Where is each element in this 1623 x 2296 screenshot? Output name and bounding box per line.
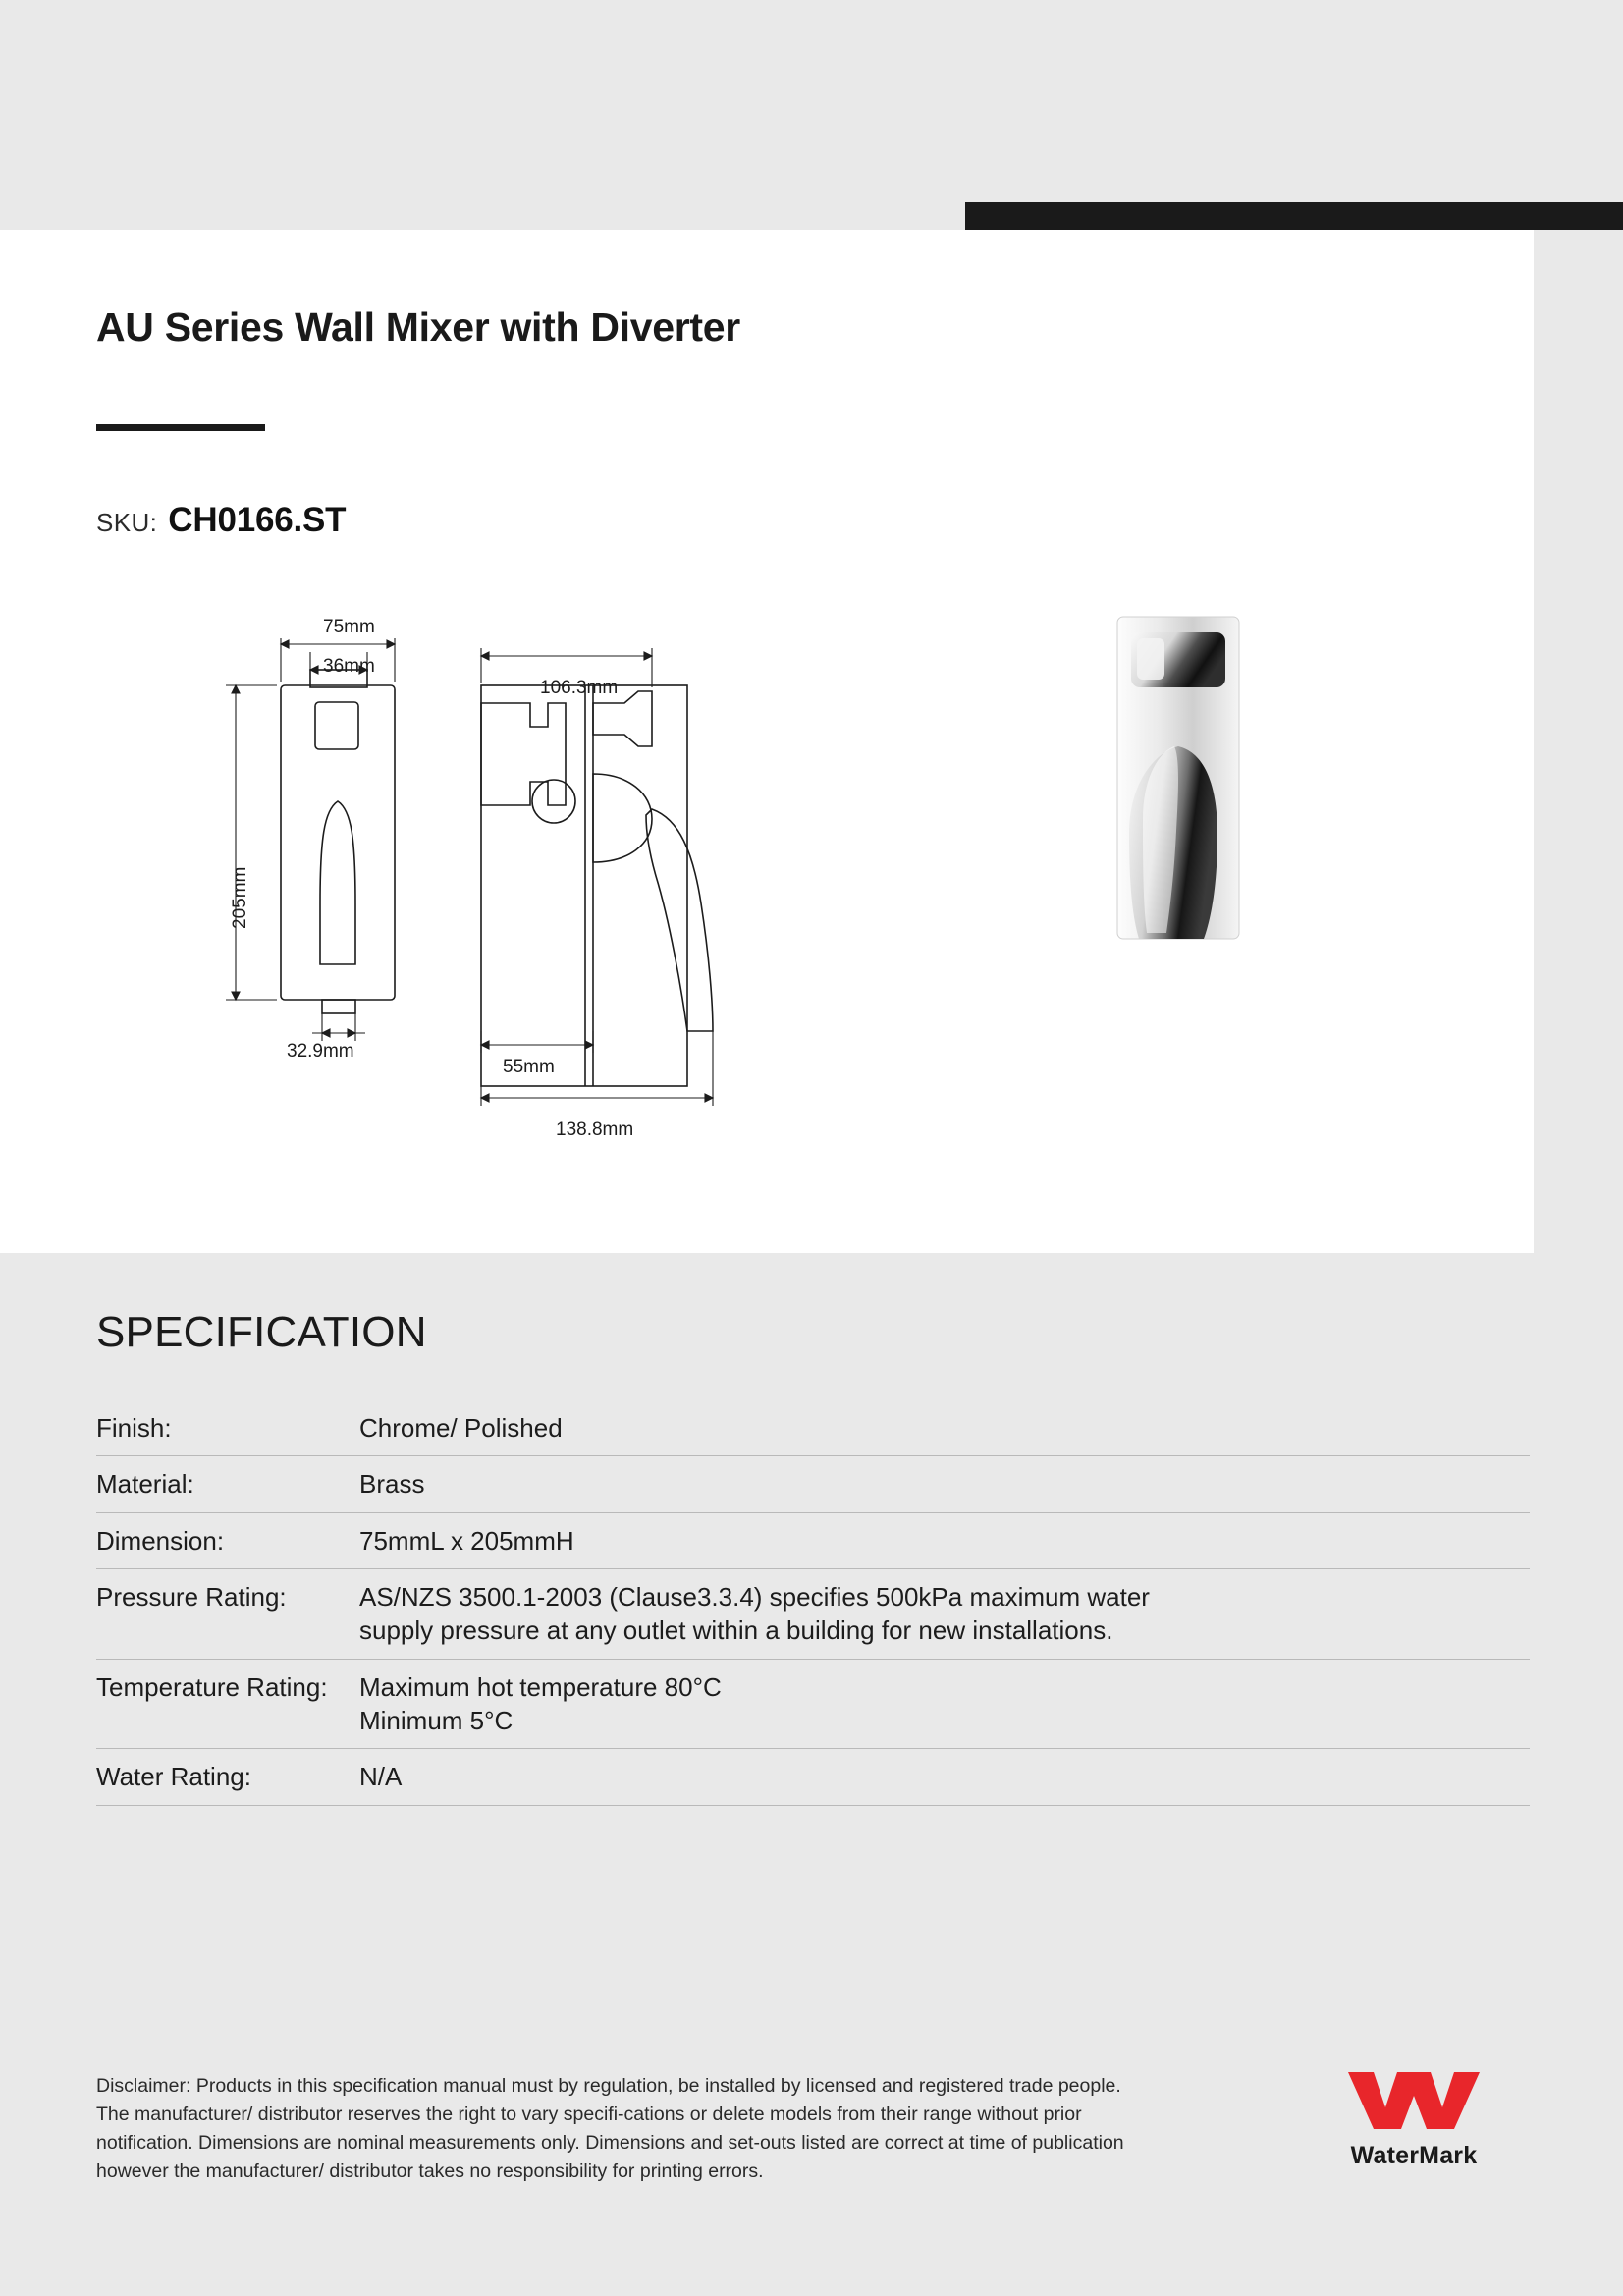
spec-value-line: Minimum 5°C (359, 1705, 514, 1735)
dim-front-width-outer: 75mm (323, 617, 375, 637)
top-band (0, 0, 1623, 208)
watermark-label: WaterMark (1350, 2142, 1478, 2169)
spec-value (359, 1456, 1530, 1512)
page-title: AU Series Wall Mixer with Diverter (96, 304, 740, 350)
spec-value-line: 75mmL x 205mmH (359, 1525, 574, 1556)
spec-value-line: AS/NZS 3500.1-2003 (Clause3.3.4) specifies 500kPa maximum water (359, 1581, 1150, 1612)
spec-value (359, 1568, 1530, 1659)
spec-value-line: Maximum hot temperature 80°C (359, 1671, 722, 1702)
table-row (96, 1456, 1530, 1512)
dim-front-depth: 32.9mm (287, 1041, 354, 1062)
spec-key: Material: (96, 1456, 359, 1512)
spec-key: Dimension: (96, 1512, 359, 1568)
dim-side-bottom-length: 138.8mm (556, 1120, 634, 1140)
table-row (96, 1400, 1530, 1456)
sku-value: CH0166.ST (168, 501, 347, 539)
table-row (96, 1568, 1530, 1659)
spec-value (359, 1749, 1530, 1805)
header-accent-bar (965, 202, 1623, 230)
specification-table (96, 1400, 1530, 1806)
disclaimer-text: Disclaimer: Products in this specification manual must by regulation, be installed by licensed and registered trade people. The manufacturer/ distributor reserves the right to vary specifi-cations or delete models from their range without prior notification. Dimensions are nominal measurements only. Dimensions and set-outs listed are correct at time of publication however the manufacturer/ distributor takes no responsibility for printing errors. (96, 2075, 1124, 2182)
spec-value (359, 1659, 1530, 1749)
dim-side-top-length: 106.3mm (540, 678, 619, 698)
table-row (96, 1749, 1530, 1805)
specification-heading: SPECIFICATION (96, 1308, 427, 1356)
dim-side-mid-length: 55mm (503, 1057, 555, 1077)
spec-key: Water Rating: (96, 1749, 359, 1805)
spec-value-line: Brass (359, 1469, 425, 1500)
sku-row (96, 501, 346, 540)
spec-value-line: supply pressure at any outlet within a building for new installations. (359, 1615, 1113, 1646)
spec-key: Finish: (96, 1400, 359, 1456)
table-row (96, 1512, 1530, 1568)
sku-label: SKU: (96, 508, 158, 537)
spec-key: Temperature Rating: (96, 1659, 359, 1749)
side-view-drawing (460, 609, 872, 1120)
dim-front-height: 205mm (230, 866, 250, 929)
table-row (96, 1659, 1530, 1749)
dim-front-width-inner: 36mm (323, 656, 375, 677)
spec-value-line: Chrome/ Polished (359, 1413, 563, 1443)
watermark-icon (1340, 2066, 1488, 2135)
title-underline (96, 424, 265, 431)
spec-key: Pressure Rating: (96, 1568, 359, 1659)
watermark-logo (1316, 2066, 1512, 2170)
spec-value (359, 1512, 1530, 1568)
spec-value (359, 1400, 1530, 1456)
product-photo (1060, 609, 1434, 1159)
spec-value-line: N/A (359, 1762, 403, 1792)
